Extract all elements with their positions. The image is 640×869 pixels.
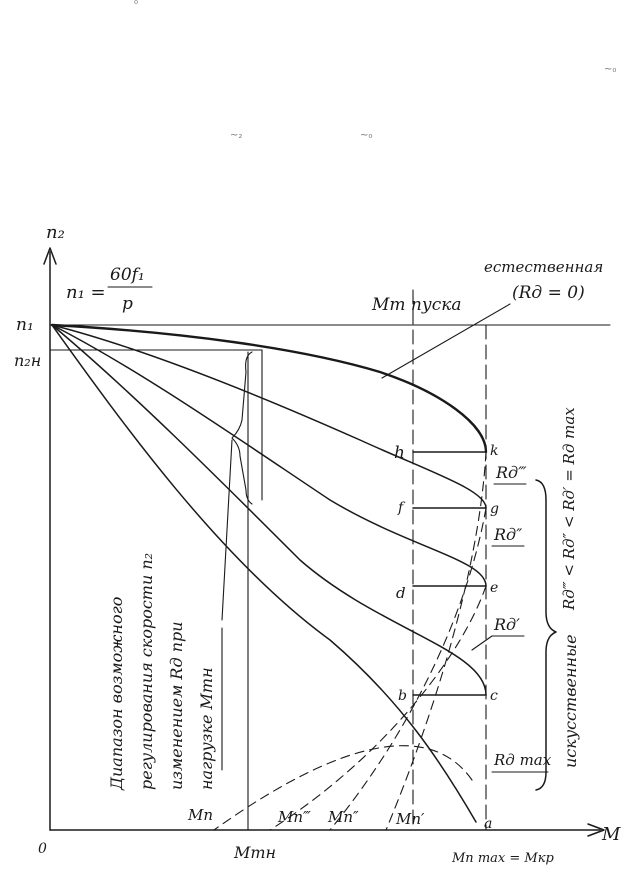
n2h-label: n₂н xyxy=(14,351,42,370)
range-brace xyxy=(232,352,252,504)
scan-smudge: ~₂ xyxy=(230,130,243,141)
range-note-line1: Диапазон возможного xyxy=(107,596,126,790)
scan-smudge: ~₀ xyxy=(604,64,617,75)
formula-denominator: p xyxy=(122,294,133,314)
y-axis-label: n₂ xyxy=(46,222,65,243)
point-g-label: g xyxy=(490,501,499,517)
mp1-label: Mп′ xyxy=(396,810,425,828)
point-h-label: h xyxy=(394,443,405,463)
r1-leader xyxy=(472,636,492,650)
r1-label: Rд′ xyxy=(494,615,520,634)
formula-numerator: 60f₁ xyxy=(110,265,145,285)
formula-lhs: n₁ = xyxy=(66,282,106,303)
point-d-label: d xyxy=(396,584,406,602)
r2-label: Rд″ xyxy=(494,525,523,544)
r3-label: Rд‴ xyxy=(496,463,527,482)
point-a-label: a xyxy=(484,816,493,832)
rmax-label: Rд max xyxy=(494,751,552,769)
point-c-label: c xyxy=(490,688,498,704)
n1-label: n₁ xyxy=(16,315,34,335)
mmax-label: Mп max = Mкр xyxy=(452,851,554,866)
mp2-label: Mп″ xyxy=(328,808,359,826)
range-note xyxy=(107,553,216,791)
range-note-line3: изменением Rд при xyxy=(167,621,186,790)
range-note-leader xyxy=(222,440,232,620)
natural-condition: (Rд = 0) xyxy=(512,283,585,303)
point-k-label: k xyxy=(490,443,499,459)
range-note-line4: нагрузке Mтн xyxy=(197,667,216,790)
point-b-label: b xyxy=(398,688,407,704)
artificial-brace xyxy=(536,480,556,790)
resistance-relation: Rд‴ < Rд″ < Rд′ = Rд max xyxy=(560,407,578,610)
range-note-line2: регулирования скорости n₂ xyxy=(137,552,156,790)
mth-label: Mтн xyxy=(234,843,277,862)
point-e-label: e xyxy=(490,580,499,596)
branch-r1 xyxy=(270,586,486,830)
scan-smudge: ₀ xyxy=(134,0,139,7)
mp3-label: Mп‴ xyxy=(278,808,311,826)
natural-leader xyxy=(382,304,510,378)
scan-smudge: ~₀ xyxy=(360,130,373,141)
artificial-label: искусственные xyxy=(561,634,580,768)
origin-label: 0 xyxy=(38,841,47,857)
branch-r2 xyxy=(330,508,486,830)
curve-r3 xyxy=(52,325,486,508)
x-axis-label: M xyxy=(602,824,621,845)
curve-r2 xyxy=(52,325,486,586)
natural-title: естественная xyxy=(484,258,604,276)
m-start-label: Mт пуска xyxy=(372,295,462,315)
point-f-label: f xyxy=(398,500,404,516)
mp-label: Mп xyxy=(188,806,214,824)
